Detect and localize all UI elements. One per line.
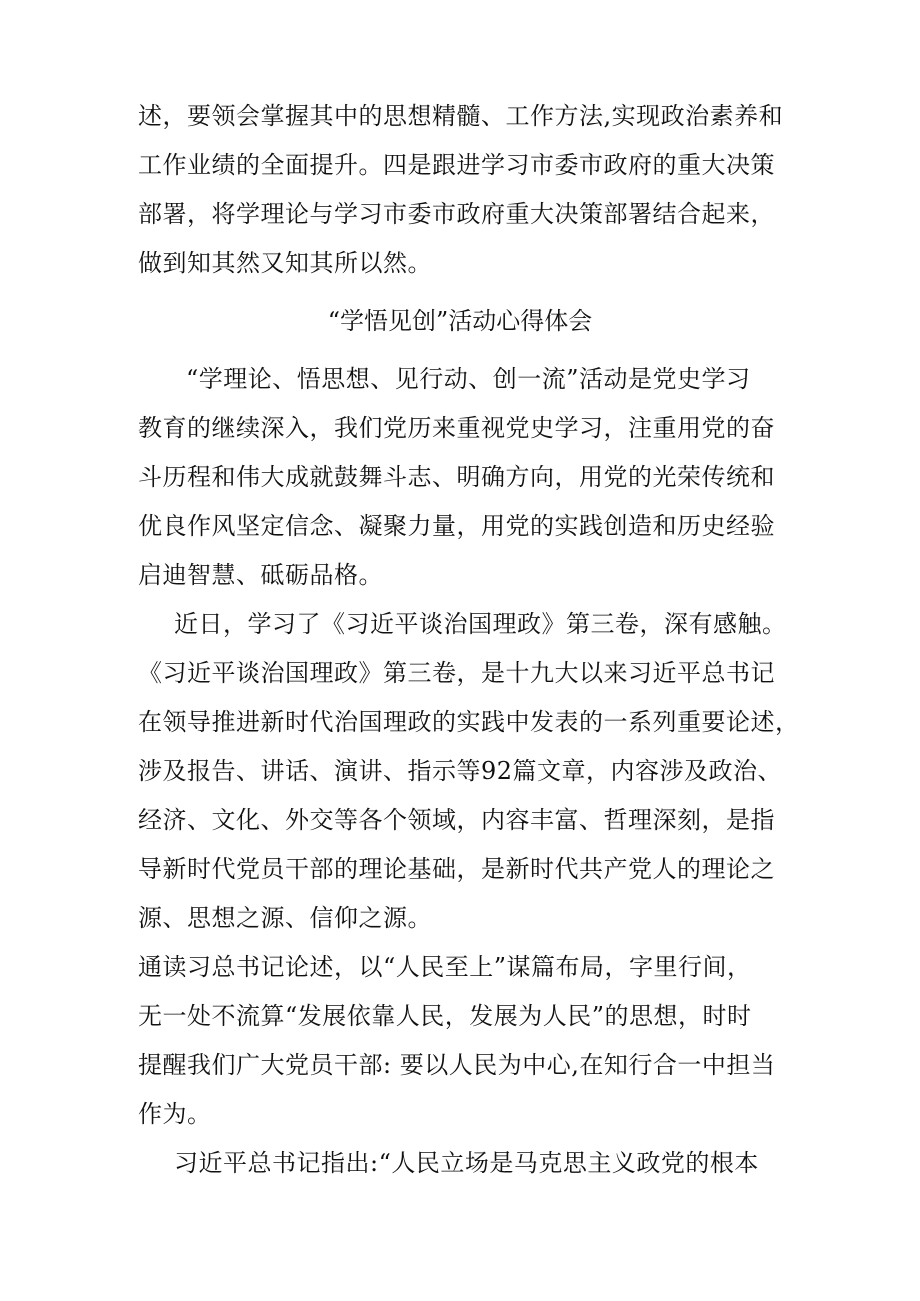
paragraph-line: 作为。: [138, 1100, 212, 1128]
section-title: “学悟见创”活动心得体会: [327, 307, 593, 335]
paragraph-line: 优良作风坚定信念、凝聚力量，用党的实践创造和历史经验: [138, 512, 775, 540]
paragraph-line: 述，要领会掌握其中的思想精髓、工作方法,实现政治素养和: [138, 102, 784, 130]
paragraph-line: 近日，学习了《习近平谈治国理政》第三卷，深有感触。: [174, 610, 787, 638]
paragraph-line: 在领导推进新时代治国理政的实践中发表的一系列重要论述，: [138, 708, 800, 736]
paragraph-line: 导新时代党员干部的理论基础，是新时代共产党人的理论之: [138, 855, 775, 883]
paragraph-line: 涉及报告、讲话、演讲、指示等92篇文章，内容涉及政治、: [138, 757, 783, 785]
paragraph-line: 部署，将学理论与学习市委市政府重大决策部署结合起来，: [138, 200, 775, 228]
paragraph-line: 斗历程和伟大成就鼓舞斗志、明确方向，用党的光荣传统和: [138, 463, 775, 491]
paragraph-line: 经济、文化、外交等各个领域，内容丰富、哲理深刻，是指: [138, 806, 775, 834]
paragraph-line: 工作业绩的全面提升。四是跟进学习市委市政府的重大决策: [138, 151, 775, 179]
paragraph-line: 习近平总书记指出:“人民立场是马克思主义政党的根本: [174, 1149, 759, 1177]
paragraph-line: 提醒我们广大党员干部: 要以人民为中心,在知行合一中担当: [138, 1051, 776, 1079]
paragraph-line: 教育的继续深入，我们党历来重视党史学习，注重用党的奋: [138, 414, 775, 442]
paragraph-line: 《习近平谈治国理政》第三卷，是十九大以来习近平总书记: [138, 659, 775, 687]
paragraph-line: 源、思想之源、信仰之源。: [138, 904, 432, 932]
paragraph-line: 启迪智慧、砥砺品格。: [138, 561, 383, 589]
paragraph-line: 做到知其然又知其所以然。: [138, 249, 432, 277]
paragraph-line: “学理论、悟思想、见行动、创一流”活动是党史学习: [186, 365, 751, 393]
paragraph-line: 无一处不流算“发展依靠人民，发展为人民”的思想，时时: [138, 1002, 752, 1030]
paragraph-line: 通读习总书记论述，以“人民至上”谋篇布局，字里行间，: [138, 953, 752, 981]
